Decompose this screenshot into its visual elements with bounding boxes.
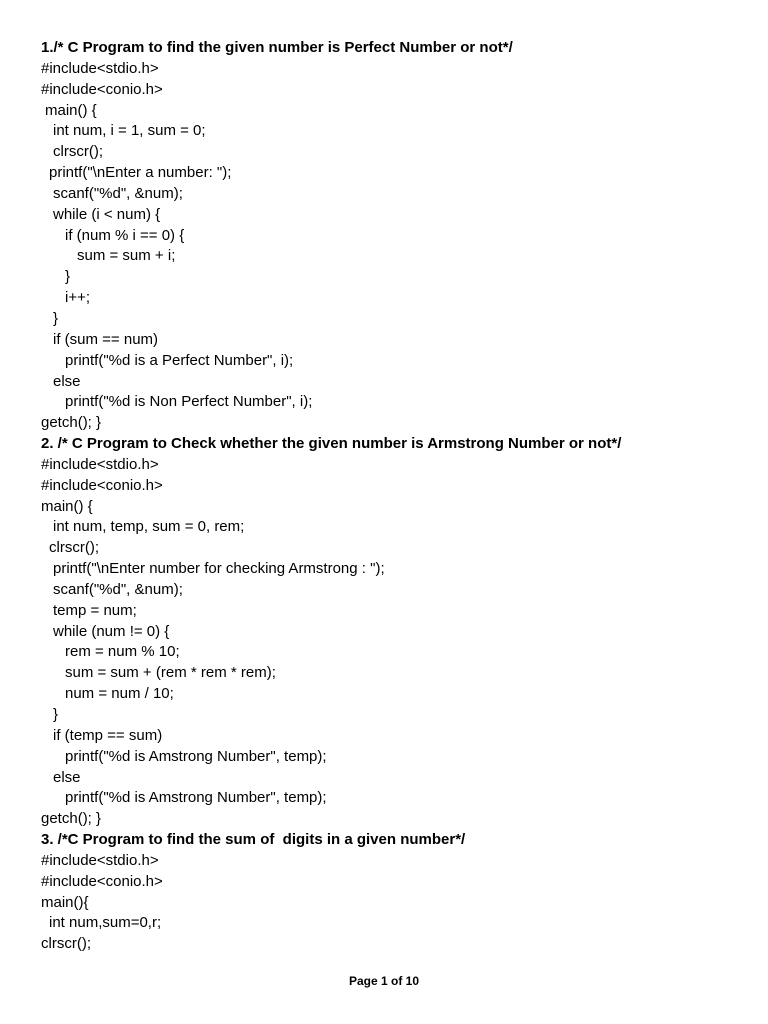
code-line: printf("%d is Non Perfect Number", i); (65, 393, 313, 411)
code-line: printf("\nEnter number for checking Armstrong : "); (53, 560, 385, 578)
code-line: rem = num % 10; (65, 643, 180, 661)
code-line: else (53, 372, 81, 390)
program-heading: 1./* C Program to find the given number is Perfect Number or not*/ (41, 39, 513, 56)
code-line: printf("%d is a Perfect Number", i); (65, 351, 294, 369)
code-line: num = num / 10; (65, 685, 174, 703)
code-line: while (i < num) { (53, 205, 161, 223)
code-line: main() { (41, 497, 93, 515)
code-line: } (53, 309, 59, 327)
code-line: clrscr(); (53, 143, 103, 161)
code-line: sum = sum + (rem * rem * rem); (65, 664, 276, 682)
code-line: getch(); } (41, 810, 102, 828)
page-number-footer: Page 1 of 10 (348, 974, 420, 988)
code-listing (41, 38, 741, 955)
program-heading: 3. /*C Program to find the sum of digits in a given number*/ (41, 831, 466, 849)
code-line: } (65, 268, 71, 286)
code-line: #include<conio.h> (41, 80, 163, 98)
code-line: scanf("%d", &num); (53, 580, 183, 598)
code-line: int num, temp, sum = 0, rem; (53, 518, 245, 536)
code-line: #include<conio.h> (41, 872, 163, 890)
code-line: } (53, 706, 59, 723)
code-line: i++; (65, 289, 91, 307)
code-line: scanf("%d", &num); (53, 184, 183, 202)
code-line: main() { (45, 101, 97, 119)
code-line: if (num % i == 0) { (65, 226, 185, 244)
code-line: clrscr(); (41, 935, 91, 953)
code-line: int num,sum=0,r; (49, 914, 162, 932)
code-line: #include<conio.h> (41, 476, 163, 494)
code-line: clrscr(); (49, 539, 99, 557)
code-line: while (num != 0) { (53, 622, 170, 640)
code-line: getch(); } (41, 414, 102, 432)
code-line: #include<stdio.h> (41, 455, 159, 473)
code-line: printf("%d is Amstrong Number", temp); (65, 789, 327, 807)
code-line: main(){ (41, 893, 89, 911)
code-line: #include<stdio.h> (41, 851, 159, 869)
code-line: int num, i = 1, sum = 0; (53, 122, 206, 140)
code-line: #include<stdio.h> (41, 59, 159, 77)
code-line: printf("\nEnter a number: "); (49, 164, 232, 182)
code-line: temp = num; (53, 601, 137, 619)
code-line: if (temp == sum) (53, 726, 163, 744)
code-line: sum = sum + i; (77, 247, 176, 265)
code-line: printf("%d is Amstrong Number", temp); (65, 747, 327, 765)
code-line: if (sum == num) (53, 330, 159, 348)
program-heading: 2. /* C Program to Check whether the given number is Armstrong Number or not*/ (41, 435, 622, 453)
code-line: else (53, 768, 81, 786)
